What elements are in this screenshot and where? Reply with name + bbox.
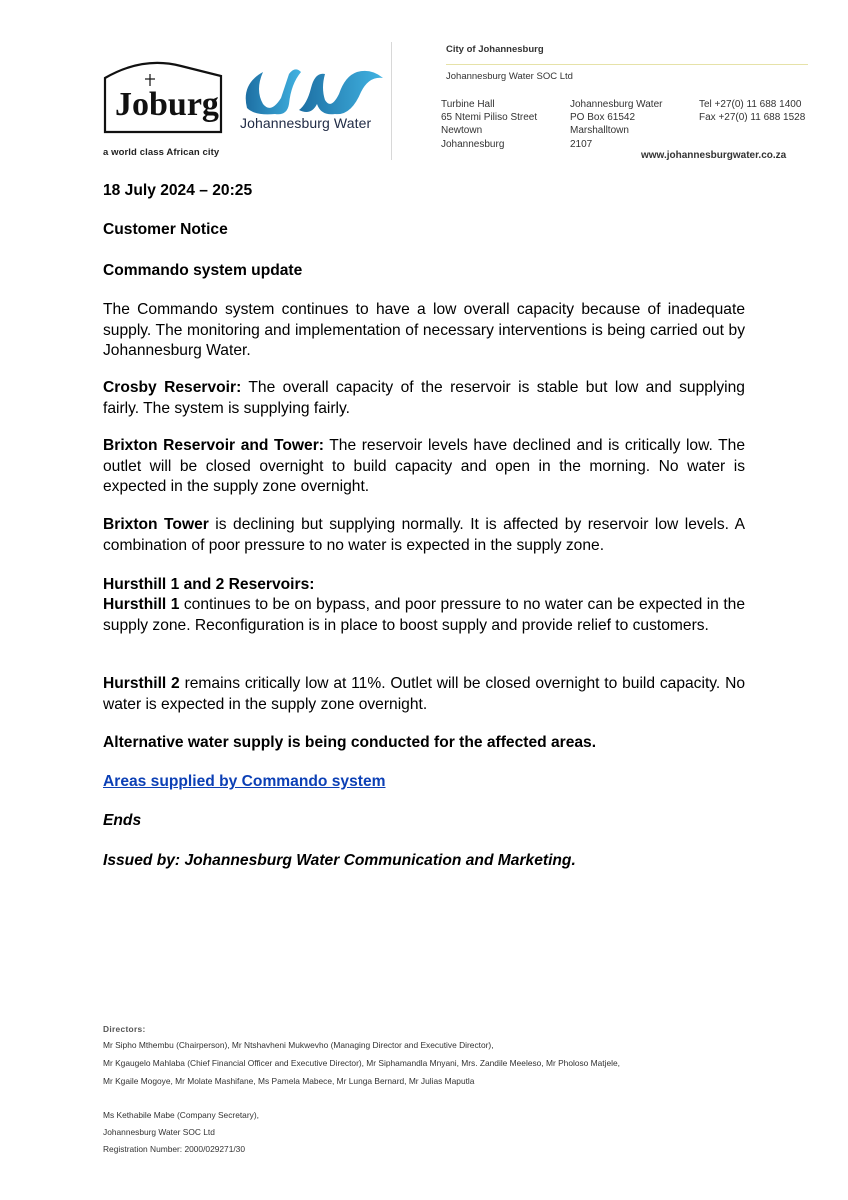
- brixton-reservoir-label: Brixton Reservoir and Tower:: [103, 437, 324, 454]
- crosby-text: The overall capacity of the reservoir is stable but low and supplying fairly. The system is supplying fairly.: [103, 379, 745, 417]
- registration-number: Registration Number: 2000/029271/30: [103, 1144, 246, 1154]
- header-horizontal-divider: [446, 64, 808, 65]
- notice-date: 18 July 2024 – 20:25: [103, 182, 253, 199]
- address-line: Johannesburg Water: [570, 99, 663, 110]
- directors-label: Directors:: [103, 1024, 146, 1034]
- directors-line: Mr Sipho Mthembu (Chairperson), Mr Ntshavheni Mukwevho (Managing Director and Executive Director),: [103, 1040, 494, 1050]
- directors-line: Mr Kgaile Mogoye, Mr Molate Mashifane, Ms Pamela Mabece, Mr Lunga Bernard, Mr Julias Maputla: [103, 1076, 475, 1086]
- directors-line: Mr Kgaugelo Mahlaba (Chief Financial Officer and Executive Director), Mr Siphamandla Mnyani, Mrs. Zandile Meeleso, Mr Pholoso Matjele,: [103, 1058, 620, 1068]
- footer-company: Johannesburg Water SOC Ltd: [103, 1127, 215, 1137]
- joburg-logo: [103, 54, 223, 134]
- address-line: Marshalltown: [570, 125, 629, 137]
- address-line: Turbine Hall: [441, 99, 495, 110]
- address-line: PO Box 61542: [570, 112, 636, 124]
- crosby-paragraph: [103, 378, 745, 419]
- hursthill1-label: Hursthill 1: [103, 596, 180, 613]
- tel-number: Tel +27(0) 11 688 1400: [699, 99, 802, 110]
- contact-numbers: [699, 98, 805, 124]
- hursthill2-label: Hursthill 2: [103, 675, 180, 692]
- company-secretary: Ms Kethabile Mabe (Company Secretary),: [103, 1110, 259, 1120]
- notice-title: Commando system update: [103, 262, 303, 279]
- address-line: 65 Ntemi Piliso Street: [441, 112, 538, 124]
- address-line: Johannesburg: [441, 138, 505, 150]
- alternative-supply-note: Alternative water supply is being conducted for the affected areas.: [103, 734, 597, 751]
- brixton-tower-text: is declining but supplying normally. It is affected by reservoir low levels. A combination of poor pressure to no water is expected in the supply zone.: [103, 516, 745, 554]
- ends-label: Ends: [103, 812, 142, 829]
- physical-address: [441, 98, 537, 151]
- org-city: City of Johannesburg: [446, 44, 544, 55]
- johannesburg-water-name: Johannesburg Water: [240, 115, 372, 131]
- hursthill2-paragraph: [103, 674, 745, 715]
- org-company: Johannesburg Water SOC Ltd: [446, 71, 573, 82]
- fax-number: Fax +27(0) 11 688 1528: [699, 112, 806, 124]
- joburg-logo-text: Joburg: [115, 86, 219, 123]
- brixton-reservoir-paragraph: [103, 436, 745, 498]
- hursthill1-text: continues to be on bypass, and poor pressure to no water can be expected in the supply zone. Reconfiguration is in place to boost supply and provide relief to customers.: [103, 596, 745, 634]
- crosby-label: Crosby Reservoir:: [103, 379, 242, 396]
- address-line: 2107: [570, 138, 593, 150]
- notice-type: Customer Notice: [103, 221, 228, 238]
- brixton-tower-paragraph: [103, 515, 745, 556]
- address-line: Newtown: [441, 125, 483, 137]
- brixton-tower-label: Brixton Tower: [103, 516, 209, 533]
- issued-by: Issued by: Johannesburg Water Communication and Marketing.: [103, 852, 576, 869]
- hursthill-heading: Hursthill 1 and 2 Reservoirs:: [103, 576, 315, 593]
- brixton-reservoir-text: The reservoir levels have declined and is critically low. The outlet will be closed overnight to build capacity and open in the morning. No water is expected in the supply zone overnight.: [103, 437, 746, 496]
- header-vertical-divider: [391, 42, 392, 160]
- joburg-tagline: a world class African city: [103, 147, 220, 158]
- intro-paragraph: The Commando system continues to have a low overall capacity because of inadequate supply. The monitoring and implementation of necessary interventions is being carried out by Johannesburg Water.: [103, 301, 745, 360]
- hursthill2-text: remains critically low at 11%. Outlet will be closed overnight to build capacity. No water is expected in the supply zone overnight.: [103, 675, 746, 713]
- website-link[interactable]: www.johannesburgwater.co.za: [641, 150, 787, 161]
- link-row: [103, 772, 745, 793]
- areas-supplied-link[interactable]: Areas supplied by Commando system: [103, 773, 386, 790]
- postal-address: [570, 98, 662, 151]
- hursthill1-paragraph: [103, 595, 745, 636]
